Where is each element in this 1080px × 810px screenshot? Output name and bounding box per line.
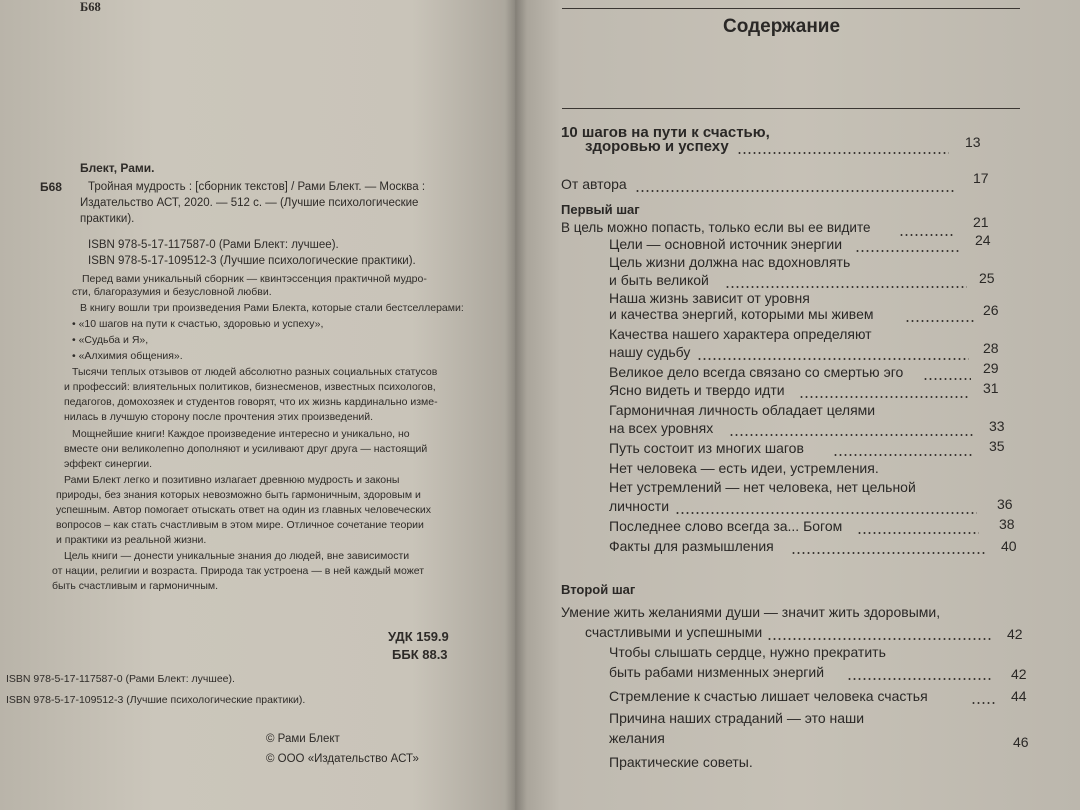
toc-title: Содержание	[723, 16, 841, 37]
annotation-line: • «Алхимия общения».	[72, 350, 183, 362]
toc-entry-label: Цель жизни должна нас вдохновлять	[609, 254, 851, 270]
section-heading: Второй шаг	[561, 582, 636, 597]
leader-dots	[855, 250, 959, 252]
biblio-line: Тройная мудрость : [сборник текстов] / Рами Блект. — Москва :	[88, 181, 426, 193]
toc-entry-label: Гармоничная личность обладает целями	[609, 402, 876, 418]
toc-entry	[515, 538, 1080, 558]
page-number: 36	[997, 496, 1013, 512]
isbn-line: ISBN 978-5-17-117587-0 (Рами Блект: лучшее).	[88, 239, 339, 251]
page-number: 46	[1013, 734, 1029, 750]
page-number: 25	[979, 270, 995, 286]
page-number: 21	[973, 214, 989, 230]
annotation-line: и профессий: влиятельных политиков, бизнесменов, известных психологов,	[64, 381, 436, 393]
leader-dots	[799, 396, 969, 398]
toc-entry	[515, 134, 1080, 158]
page-number: 38	[999, 516, 1015, 532]
leader-dots	[971, 702, 997, 704]
book-title-line: 10 шагов на пути к счастью,	[561, 124, 770, 141]
annotation-line: Тысячи теплых отзывов от людей абсолютно разных социальных статусов	[72, 366, 438, 378]
left-page	[0, 0, 515, 810]
toc-entry-label: желания	[609, 730, 665, 746]
toc-entry	[515, 498, 1080, 518]
author-heading: Блект, Рами.	[80, 161, 155, 175]
toc-entry-label: Цели — основной источник энергии	[609, 236, 843, 252]
annotation-line: Рами Блект легко и позитивно излагает древнюю мудрость и законы	[64, 474, 400, 486]
annotation-line: сти, благоразумия и безусловной любви.	[72, 286, 272, 298]
toc-entry	[515, 688, 1080, 708]
annotation-line: В книгу вошли три произведения Рами Блекта, которые стали бестселлерами:	[80, 302, 464, 314]
leader-dots	[675, 512, 977, 514]
leader-dots	[725, 286, 967, 288]
toc-entry-label: От автора	[561, 176, 627, 192]
toc-entry-label: Путь состоит из многих шагов	[609, 440, 804, 456]
leader-dots	[697, 358, 969, 360]
toc-entry	[515, 664, 1080, 684]
annotation-line: Перед вами уникальный сборник — квинтэссенция практичной мудро-	[82, 273, 427, 285]
annotation-line: • «10 шагов на пути к счастью, здоровью и успеху»,	[72, 318, 324, 330]
annotation-line: нилась в лучшую сторону после прочтения этих произведений.	[64, 411, 374, 423]
toc-entry-label: Наша жизнь зависит от уровня	[609, 290, 810, 306]
annotation-line: эффект синергии.	[64, 458, 152, 470]
udk-code: УДК 159.9	[388, 629, 449, 644]
page-number: 40	[1001, 538, 1017, 554]
bottom-isbn-line: ISBN 978-5-17-117587-0 (Рами Блект: лучшее).	[6, 673, 235, 685]
toc-entry-label: Практические советы.	[609, 754, 753, 770]
toc-entry-label: и качества энергий, которыми мы живем	[609, 306, 874, 322]
leader-dots	[767, 638, 993, 640]
index-code: Б68	[40, 180, 62, 194]
toc-entry	[515, 624, 1080, 644]
page-number: 31	[983, 380, 999, 396]
page-number: 44	[1011, 688, 1027, 704]
leader-dots	[729, 434, 973, 436]
toc-entry-label: счастливыми и успешными	[585, 624, 763, 640]
annotation-line: быть счастливым и гармоничным.	[52, 580, 219, 592]
toc-entry	[515, 302, 1080, 326]
annotation-line: • «Судьба и Я»,	[72, 334, 149, 346]
toc-entry-label: нашу судьбу	[609, 344, 691, 360]
toc-entry-label: Качества нашего характера определяют	[609, 326, 872, 342]
page-number: 33	[989, 418, 1005, 434]
copyright-publisher: © ООО «Издательство АСТ»	[266, 753, 419, 765]
page-number: 29	[983, 360, 999, 376]
bottom-isbn-line: ISBN 978-5-17-109512-3 (Лучшие психологические практики).	[6, 694, 306, 706]
page-number: 26	[983, 302, 999, 318]
page-number: 17	[973, 170, 989, 186]
annotation-line: успешным. Автор помогает отыскать ответ на один из главных человеческих	[56, 504, 431, 516]
leader-dots	[833, 454, 973, 456]
toc-entry-label: быть рабами низменных энергий	[609, 664, 825, 680]
annotation-line: от нации, религии и возраста. Природа так устроена — в ней каждый может	[52, 565, 425, 577]
annotation-line: педагогов, домохозяек и студентов говорят, что их жизнь кардинально изме-	[64, 396, 438, 408]
top-rule	[562, 8, 1020, 9]
biblio-line: Издательство АСТ, 2020. — 512 с. — (Лучшие психологические	[80, 197, 419, 209]
toc-entry	[515, 440, 1080, 460]
toc-entry	[515, 170, 1080, 196]
toc-entry	[515, 382, 1080, 402]
annotation-line: Мощнейшие книги! Каждое произведение интересно и уникально, но	[72, 428, 410, 440]
biblio-line: практики).	[80, 213, 135, 225]
annotation-line: Цель книги — донести уникальные знания до людей, вне зависимости	[64, 550, 410, 562]
leader-dots	[635, 190, 955, 192]
page-number: 35	[989, 438, 1005, 454]
page-number: 28	[983, 340, 999, 356]
leader-dots	[847, 678, 993, 680]
toc-entry-label: Последнее слово всегда за... Богом	[609, 518, 843, 534]
annotation-line: вопросов – как стать счастливым в этом мире. Отличное сочетание теории	[56, 519, 424, 531]
toc-entry-label: В цель можно попасть, только если вы ее видите	[561, 220, 871, 235]
page-number: 13	[965, 134, 981, 150]
leader-dots	[857, 532, 979, 534]
toc-entry	[515, 518, 1080, 538]
page-number: 24	[975, 232, 991, 248]
leader-dots	[905, 320, 975, 322]
toc-entry-label: на всех уровнях	[609, 420, 714, 436]
page-number: 42	[1011, 666, 1027, 682]
annotation-line: вместе они великолепно дополняют и усиливают друг друга — настоящий	[64, 443, 428, 455]
bbk-code: ББК 88.3	[392, 647, 448, 662]
toc-entry-label: Нет устремлений — нет человека, нет цельной	[609, 479, 916, 495]
section-heading: Первый шаг	[561, 202, 640, 217]
toc-entry-label: Чтобы слышать сердце, нужно прекратить	[609, 644, 886, 660]
toc-entry-label: Факты для размышления	[609, 538, 774, 554]
title-rule	[562, 108, 1020, 109]
leader-dots	[791, 552, 985, 554]
toc-entry-label: и быть великой	[609, 272, 709, 288]
toc-entry-label: Умение жить желаниями души — значит жить здоровыми,	[561, 604, 941, 620]
toc-entry	[515, 420, 1080, 440]
toc-entry-label: Причина наших страданий — это наши	[609, 710, 865, 726]
toc-entry-label: Великое дело всегда связано со смертью эго	[609, 364, 904, 380]
leader-dots	[737, 152, 949, 154]
page-number: 42	[1007, 626, 1023, 642]
toc-entry	[515, 272, 1080, 292]
toc-entry-label: Нет человека — есть идеи, устремления.	[609, 460, 879, 476]
annotation-line: и практики из реальной жизни.	[56, 534, 207, 546]
toc-entry-label: личности	[609, 498, 670, 514]
toc-entry	[515, 232, 1080, 256]
toc-entry-label: Стремление к счастью лишает человека счастья	[609, 688, 928, 704]
toc-entry-label: Ясно видеть и твердо идти	[609, 382, 785, 398]
right-page	[515, 0, 1080, 810]
book-title-line: здоровью и успеху	[585, 138, 729, 155]
page-header-code: Б68	[80, 0, 101, 14]
copyright-author: © Рами Блект	[266, 733, 340, 745]
isbn-line: ISBN 978-5-17-109512-3 (Лучшие психологические практики).	[88, 255, 416, 267]
toc-entry	[515, 730, 1080, 750]
annotation-line: природы, без знания которых невозможно быть гармоничным, здоровым и	[56, 489, 421, 501]
leader-dots	[923, 378, 971, 380]
